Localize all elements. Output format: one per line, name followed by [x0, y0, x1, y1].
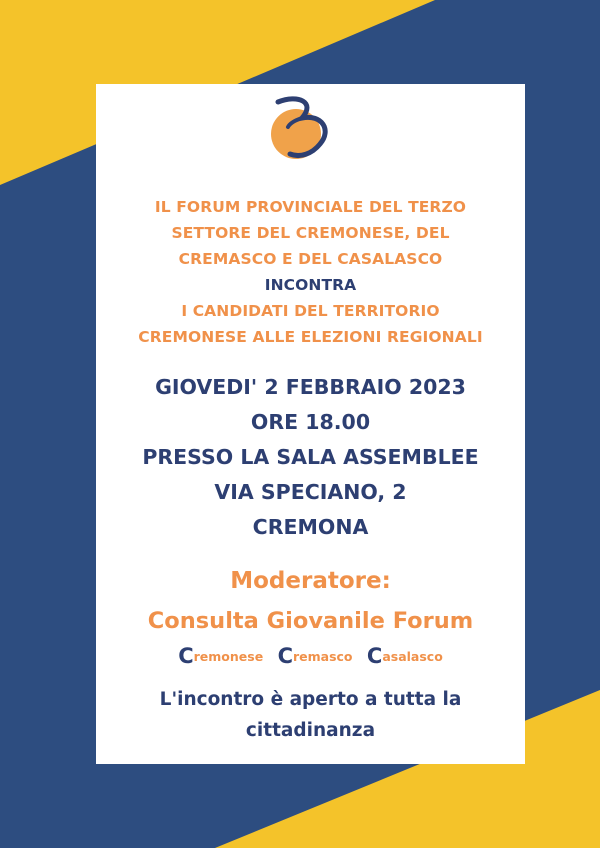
moderator-name: Consulta Giovanile Forum — [147, 608, 474, 634]
poster-card — [96, 84, 525, 764]
event-city: CREMONA — [252, 515, 369, 539]
event-date: GIOVEDI' 2 FEBBRAIO 2023 — [155, 375, 466, 399]
brand-rest: remasco — [292, 649, 353, 664]
intro-line: IL FORUM PROVINCIALE DEL TERZO — [154, 198, 467, 216]
closing-line: cittadinanza — [245, 720, 376, 741]
brand-rest: remonese — [193, 649, 264, 664]
brand-initial: C — [277, 644, 293, 668]
brand-casalasco — [367, 644, 443, 668]
intro-line: INCONTRA — [264, 276, 357, 294]
event-address: VIA SPECIANO, 2 — [214, 480, 407, 504]
event-time: ORE 18.00 — [250, 410, 371, 434]
forum-logo-icon — [268, 96, 338, 162]
brand-initial: C — [366, 644, 383, 668]
closing-text — [96, 684, 525, 746]
brand-cremasco — [278, 644, 353, 668]
intro-line: SETTORE DEL CREMONESE, DEL — [171, 224, 450, 242]
intro-line: I CANDIDATI DEL TERRITORIO — [181, 302, 440, 320]
brand-cremonese — [178, 644, 263, 668]
intro-line: CREMASCO E DEL CASALASCO — [178, 250, 443, 268]
event-venue: PRESSO LA SALA ASSEMBLEE — [142, 445, 479, 469]
moderator-label: Moderatore: — [230, 568, 391, 594]
intro-line: CREMONESE ALLE ELEZIONI REGIONALI — [138, 328, 483, 346]
brand-rest: asalasco — [382, 649, 443, 664]
event-details — [96, 370, 525, 545]
closing-line: L'incontro è aperto a tutta la — [159, 689, 462, 710]
moderator-brands — [96, 644, 525, 668]
intro-text — [96, 194, 525, 350]
brand-initial: C — [178, 644, 194, 668]
